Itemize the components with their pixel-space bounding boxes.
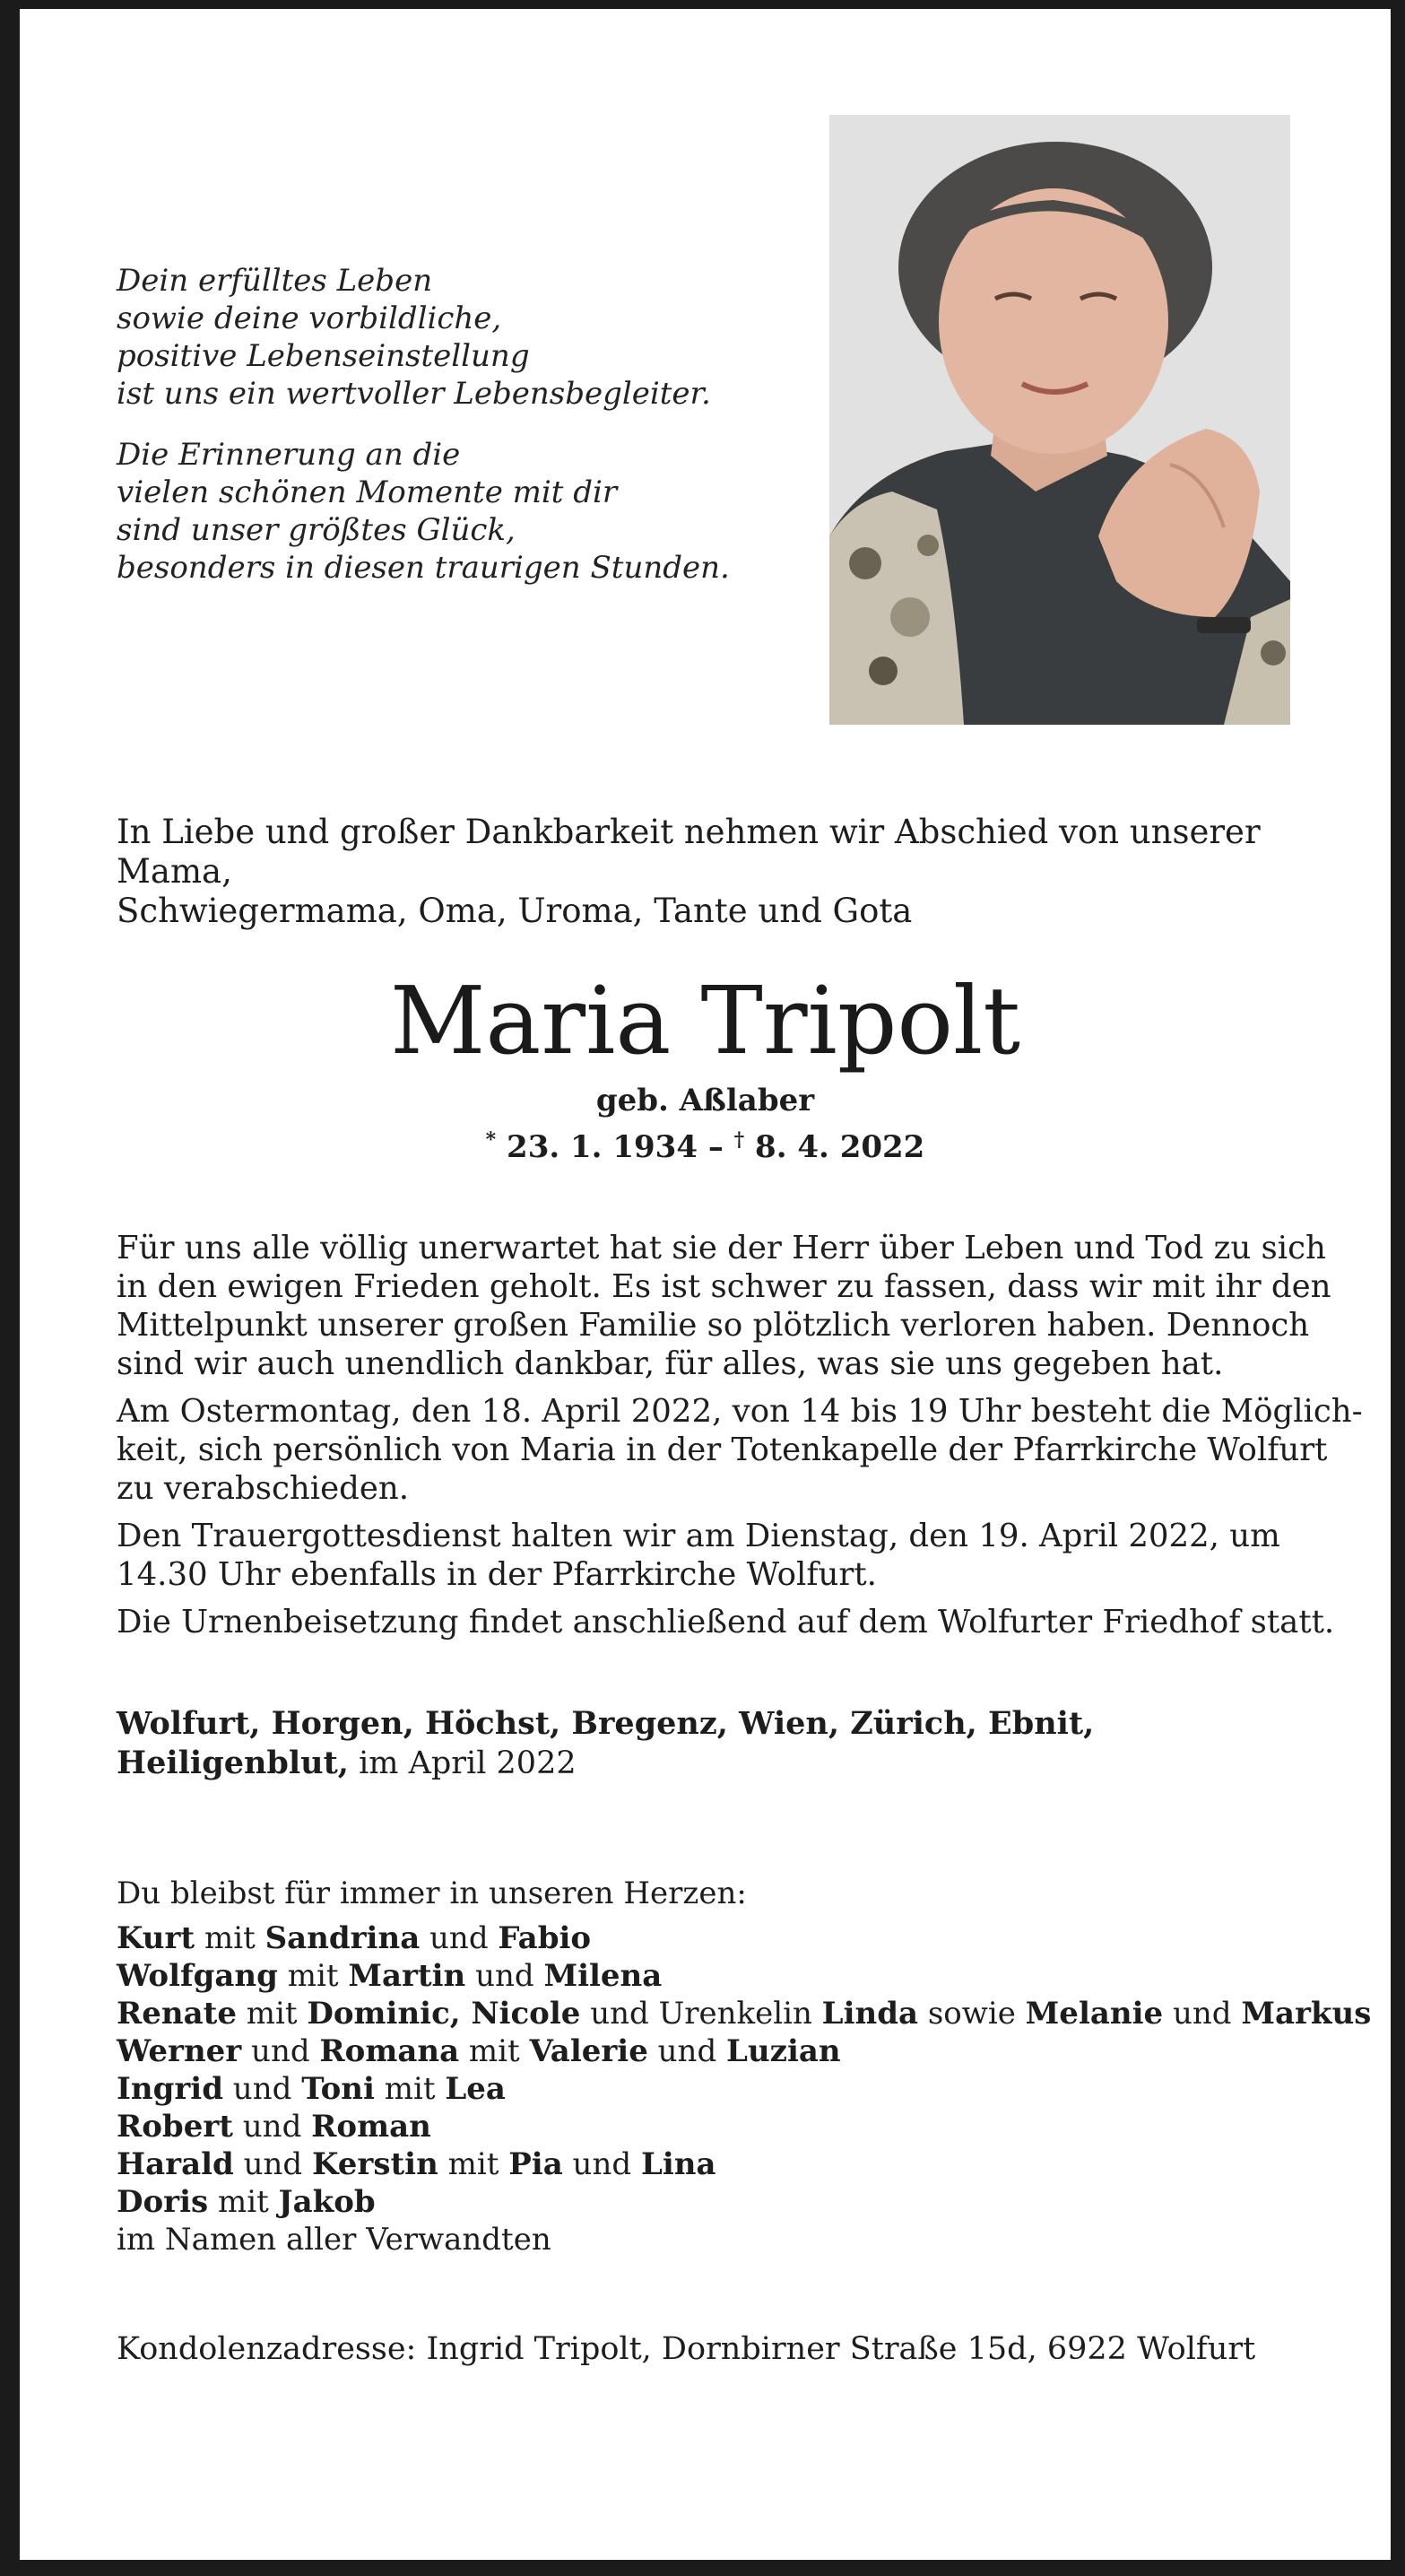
- body-line: in den ewigen Frieden geholt. Es ist schwer zu fassen, dass wir mit ihr den: [117, 1268, 1331, 1305]
- connector-text: und: [223, 2071, 302, 2107]
- connector-text: sowie: [918, 1996, 1026, 2032]
- mourner-name: Robert: [117, 2109, 233, 2145]
- birth-mark: *: [485, 1128, 497, 1152]
- portrait-photo: [829, 115, 1290, 725]
- connector-text: und: [232, 2109, 312, 2145]
- connector-text: mit: [277, 1958, 349, 1994]
- mourner-row: [117, 1995, 1372, 2032]
- body-line: Am Ostermontag, den 18. April 2022, von 14 bis 19 Uhr besteht die Möglich-: [117, 1393, 1363, 1430]
- intro-line: Schwiegermama, Oma, Uroma, Tante und Gota: [117, 892, 913, 930]
- deceased-name: Maria Tripolt: [389, 966, 1021, 1075]
- connector-text: und: [465, 1958, 544, 1994]
- verse-line: Dein erfülltes Leben: [117, 263, 433, 299]
- verse-line: vielen schönen Momente mit dir: [117, 474, 618, 510]
- connector-text: und: [241, 2033, 320, 2069]
- birth-name: geb. Aßlaber: [595, 1083, 815, 1118]
- birth-date: 23. 1. 1934: [507, 1129, 698, 1165]
- mourner-name: Markus: [1241, 1996, 1372, 2032]
- portrait-illustration: [829, 115, 1290, 725]
- connector-text: und: [1163, 1996, 1242, 2032]
- intro-text: [117, 813, 1318, 931]
- places-line: [117, 1704, 1309, 1744]
- mourner-name: Harald: [117, 2146, 234, 2182]
- mourners-intro: Du bleibst für immer in unseren Herzen:: [117, 1875, 747, 1911]
- date-text: im April 2022: [348, 1745, 577, 1781]
- paragraph: [117, 1603, 1335, 1641]
- mourner-name: Jakob: [278, 2184, 376, 2220]
- mourner-name: Doris: [117, 2184, 209, 2220]
- mourner-row: [117, 2183, 1318, 2221]
- mourner-name: Romana: [319, 2033, 460, 2069]
- body-line: keit, sich persönlich von Maria in der Totenkapelle der Pfarrkirche Wolfurt: [117, 1432, 1328, 1468]
- connector-text: mit: [459, 2033, 530, 2069]
- body-line: Die Urnenbeisetzung findet anschließend auf dem Wolfurter Friedhof statt.: [117, 1604, 1335, 1640]
- verse-stanza-2: [117, 436, 798, 587]
- body-line: 14.30 Uhr ebenfalls in der Pfarrkirche Wolfurt.: [117, 1556, 877, 1593]
- paragraph: [117, 1517, 1309, 1594]
- mourner-name: Luzian: [726, 2033, 841, 2069]
- mourner-name: Valerie: [529, 2033, 648, 2069]
- mourner-row: [117, 2108, 1318, 2145]
- body-line: sind wir auch unendlich dankbar, für alles, was sie uns gegeben hat.: [117, 1345, 1224, 1382]
- mourner-name: Roman: [311, 2109, 431, 2145]
- mourner-name: Ingrid: [117, 2071, 223, 2107]
- places-date: [117, 1704, 1309, 1783]
- announcement-body: [117, 1229, 1363, 1650]
- mourner-row: [117, 2145, 1318, 2183]
- places-line: [117, 1744, 1309, 1783]
- connector-text: und: [233, 2146, 312, 2182]
- mourner-name: Wolfgang: [117, 1958, 278, 1994]
- death-date: 8. 4. 2022: [755, 1129, 925, 1165]
- mourner-name: Linda: [821, 1996, 919, 2032]
- paragraph: [117, 1392, 1363, 1508]
- connector-text: und: [562, 2146, 641, 2182]
- body-line: Den Trauergottesdienst halten wir am Dienstag, den 19. April 2022, um: [117, 1518, 1280, 1554]
- mourner-name: Dominic, Nicole: [307, 1996, 581, 2032]
- intro-line: In Liebe und großer Dankbarkeit nehmen wir Abschied von unserer Mama,: [117, 813, 1261, 891]
- mourner-name: Milena: [543, 1958, 663, 1994]
- mourner-name: Werner: [117, 2033, 242, 2069]
- connector-text: mit: [438, 2146, 509, 2182]
- verse-line: sowie deine vorbildliche,: [117, 300, 502, 336]
- verse-line: positive Lebenseinstellung: [117, 338, 530, 374]
- connector-text: mit: [374, 2071, 446, 2107]
- mourner-name: Martin: [348, 1958, 466, 1994]
- verse-line: besonders in diesen traurigen Stunden.: [117, 550, 730, 586]
- connector-text: mit: [208, 2184, 279, 2220]
- mourner-row: [117, 2221, 1318, 2258]
- mourner-row: [117, 2070, 1318, 2108]
- date-separator: –: [697, 1129, 734, 1165]
- places-list: Wolfurt, Horgen, Höchst, Bregenz, Wien, Zürich, Ebnit,: [117, 1705, 1095, 1742]
- death-mark: †: [733, 1128, 745, 1152]
- mourners-list: [117, 1875, 1372, 2258]
- connector-text: und: [420, 1920, 499, 1956]
- mourner-name: Renate: [117, 1996, 237, 2032]
- connector-text: und Urenkelin: [580, 1996, 822, 2032]
- body-line: Für uns alle völlig unerwartet hat sie der Herr über Leben und Tod zu sich: [117, 1230, 1326, 1266]
- mourner-row: [117, 1957, 1318, 1995]
- connector-text: und: [647, 2033, 727, 2069]
- mourner-rows: [117, 1919, 1372, 2258]
- mourner-name: Pia: [508, 2146, 563, 2182]
- verse-line: sind unser größtes Glück,: [117, 512, 516, 548]
- mourner-name: Kerstin: [311, 2146, 438, 2182]
- verse-stanza-1: [117, 262, 798, 413]
- mourner-name: Sandrina: [265, 1920, 421, 1956]
- verse-line: ist uns ein wertvoller Lebensbegleiter.: [117, 376, 711, 412]
- mourner-name: Lina: [640, 2146, 716, 2182]
- mourner-name: Melanie: [1025, 1996, 1164, 2032]
- connector-text: mit: [236, 1996, 308, 2032]
- mourner-name: Toni: [301, 2071, 375, 2107]
- connector-text: mit: [195, 1920, 265, 1956]
- mourner-name: Kurt: [117, 1920, 195, 1956]
- paragraph: [117, 1229, 1331, 1383]
- mourner-row: [117, 1919, 1318, 1957]
- mourner-name: Lea: [445, 2071, 506, 2107]
- life-dates: [20, 1121, 1391, 1166]
- body-line: zu verabschieden.: [117, 1470, 409, 1507]
- body-line: Mittelpunkt unserer großen Familie so plötzlich verloren haben. Dennoch: [117, 1307, 1310, 1344]
- mourner-name: Fabio: [498, 1920, 592, 1956]
- places-last: Heiligenblut,: [117, 1745, 349, 1781]
- condolence-address: Kondolenzadresse: Ingrid Tripolt, Dornbirner Straße 15d, 6922 Wolfurt: [117, 2331, 1256, 2367]
- connector-text: im Namen aller Verwandten: [117, 2222, 551, 2258]
- verse-line: Die Erinnerung an die: [117, 437, 461, 473]
- mourner-row: [117, 2032, 1318, 2070]
